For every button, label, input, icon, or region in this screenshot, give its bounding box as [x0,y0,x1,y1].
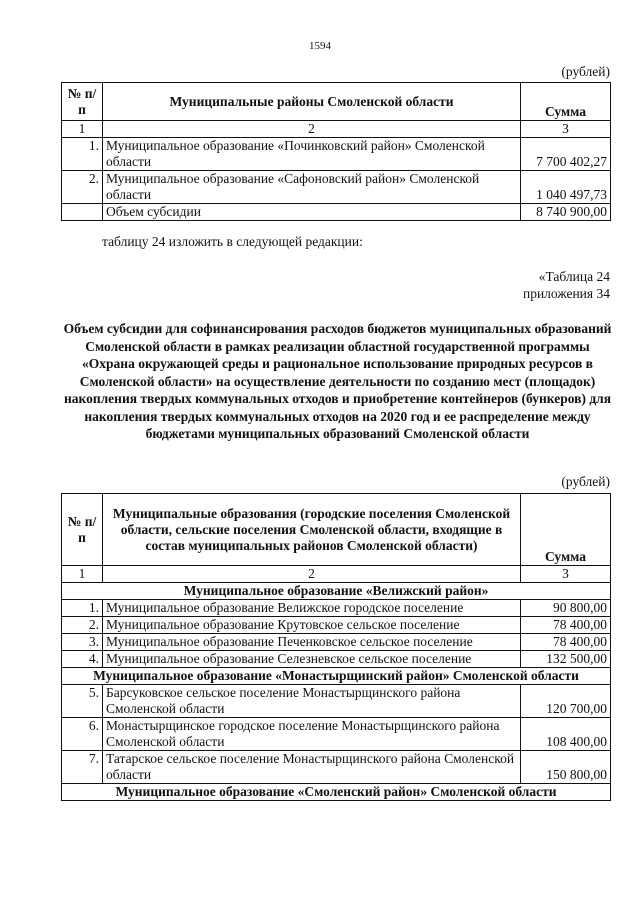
row-number: 4. [62,651,103,668]
subsidy-table-2 [61,493,611,801]
row-sum: 7 700 402,27 [521,138,611,171]
t1-header-sum: Сумма [521,83,611,121]
t2-header-number: № п/п [62,494,103,566]
row-name: Монастырщинское городское поселение Монастырщинского района Смоленской области [103,718,521,751]
row-name: Муниципальное образование Велижское городское поселение [103,600,521,617]
row-sum: 78 400,00 [521,634,611,651]
table-reference-line2: приложения 34 [522,286,610,301]
row-sum: 1 040 497,73 [521,171,611,204]
t2-col-index: 3 [521,566,611,583]
table-row [62,634,611,651]
subsidy-table-1 [61,82,611,221]
table-row [62,171,611,204]
row-sum: 90 800,00 [521,600,611,617]
t1-col-index: 2 [103,121,521,138]
row-number: 1. [62,138,103,171]
row-sum: 78 400,00 [521,617,611,634]
t1-col-index: 3 [521,121,611,138]
table-reference-line1: «Таблица 24 [538,269,610,284]
table-reference [523,268,610,302]
row-number: 5. [62,685,103,718]
table-row [62,685,611,718]
row-sum: 120 700,00 [521,685,611,718]
table-row [62,138,611,171]
section-row [62,784,611,801]
table-row [62,751,611,784]
total-sum: 8 740 900,00 [521,204,611,221]
row-number: 7. [62,751,103,784]
row-name: Муниципальное образование Печенковское сельское поселение [103,634,521,651]
total-row [62,204,611,221]
t1-header-number: № п/п [62,83,103,121]
row-name: Барсуковское сельское поселение Монастырщинского района Смоленской области [103,685,521,718]
section-row [62,583,611,600]
table2-unit: (рублей) [561,474,610,489]
t2-col-index: 2 [103,566,521,583]
section-row [62,668,611,685]
section-title: Муниципальное образование «Монастырщинский район» Смоленской области [62,668,611,685]
t2-header-name: Муниципальные образования (городские поселения Смоленской области, сельские поселения Смоленской области, входящие в состав муниципальных районов Смоленской области) [103,494,521,566]
row-sum: 132 500,00 [521,651,611,668]
t1-col-index: 1 [62,121,103,138]
table-row [62,651,611,668]
page-number: 1594 [309,40,331,52]
table-row [62,718,611,751]
t2-col-index: 1 [62,566,103,583]
document-heading: Объем субсидии для софинансирования расходов бюджетов муниципальных образований Смоленской области в рамках реализации областной государственной программы «Охрана окружающей среды и рациональное использование природных ресурсов в Смоленской области» на осуществление деятельности по созданию мест (площадок) накопления твердых коммунальных отходов и приобретение контейнеров (бункеров) для накопления твердых коммунальных отходов на 2020 год и ее распределение между бюджетами муниципальных образований Смоленской области [63,321,612,441]
row-name: Муниципальное образование «Сафоновский район» Смоленской области [103,171,521,204]
row-number: 1. [62,600,103,617]
row-name: Муниципальное образование Крутовское сельское поселение [103,617,521,634]
table1-unit: (рублей) [561,64,610,79]
row-sum: 150 800,00 [521,751,611,784]
total-label: Объем субсидии [103,204,521,221]
row-name: Муниципальное образование Селезневское сельское поселение [103,651,521,668]
row-number: 2. [62,617,103,634]
row-sum: 108 400,00 [521,718,611,751]
amendment-paragraph: таблицу 24 изложить в следующей редакции: [102,234,363,249]
table-row [62,600,611,617]
table-row [62,617,611,634]
row-number: 2. [62,171,103,204]
t1-header-name: Муниципальные районы Смоленской области [103,83,521,121]
row-name: Муниципальное образование «Починковский район» Смоленской области [103,138,521,171]
row-number: 3. [62,634,103,651]
section-title: Муниципальное образование «Смоленский район» Смоленской области [62,784,611,801]
t2-header-sum: Сумма [521,494,611,566]
section-title: Муниципальное образование «Велижский район» [62,583,611,600]
row-number: 6. [62,718,103,751]
row-name: Татарское сельское поселение Монастырщинского района Смоленской области [103,751,521,784]
